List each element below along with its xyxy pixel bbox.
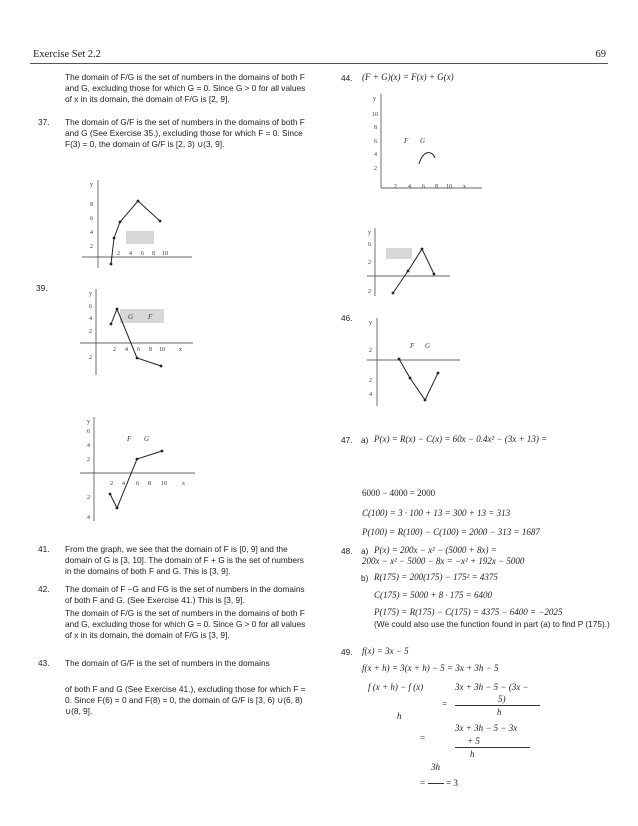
exercise-44-number: 44. <box>341 73 353 83</box>
tick-x-4: 4 <box>129 251 132 257</box>
tick-y-6: 6 <box>90 216 93 222</box>
answer-41-text: From the graph, we see that the domain of F is [0, 9] and the domain of G is [3, 10]. The domain of F + G is the set of numbers in the domains of both F and G. This is [3, 9]. <box>65 544 304 577</box>
label-f: F <box>148 313 153 321</box>
equation-47-a: P(x) = R(x) − C(x) = 60x − 0.4x² − (3x + 13) = <box>374 434 548 444</box>
label-box <box>386 248 412 259</box>
exercise-43-number: 43. <box>38 658 50 668</box>
graph-45 <box>362 226 452 298</box>
difference-quotient-numerator: f (x + h) − f (x) <box>368 682 424 692</box>
label-g: G <box>128 313 134 321</box>
step2-fraction-bar <box>455 747 530 748</box>
equation-47-c: C(100) = 3 · 100 + 13 = 300 + 13 = 313 <box>362 508 511 518</box>
tick-x-4: 4 <box>408 184 411 190</box>
tick-y-4: 4 <box>87 443 90 449</box>
tick-y-6: 6 <box>368 242 371 248</box>
exercise-39-number: 39. <box>36 283 48 293</box>
tick-y-2: 2 <box>369 348 372 354</box>
label-g: G <box>420 137 426 145</box>
tick-y-6: 6 <box>87 429 90 435</box>
tick-x-4: 4 <box>122 481 125 487</box>
equation-49-b: f(x + h) = 3(x + h) − 5 = 3x + 3h − 5 <box>362 663 499 673</box>
tick-x-6: 6 <box>137 347 140 353</box>
tick-x-6: 6 <box>141 251 144 257</box>
tick-y-neg2: 2 <box>87 495 90 501</box>
equation-48-e: P(175) = R(175) − C(175) = 4375 − 6400 = −2025 <box>374 607 563 617</box>
exercise-47-number: 47. <box>341 435 353 445</box>
exercise-48-part-b: b) <box>361 573 369 583</box>
exercise-46-number: 46. <box>341 313 353 323</box>
equals-sign-2: = <box>420 733 426 743</box>
tick-y-2: 2 <box>90 244 93 250</box>
note-48: (We could also use the function found in part (a) to find P (175).) <box>374 619 610 629</box>
tick-y-8: 8 <box>90 202 93 208</box>
running-header: Exercise Set 2.2 <box>33 49 101 60</box>
tick-x-4: 4 <box>125 347 128 353</box>
label-g: G <box>425 342 431 350</box>
graph-39 <box>75 287 205 377</box>
label-g: G <box>144 435 150 443</box>
tick-y-neg4: 4 <box>369 392 372 398</box>
answer-43-text-b: of both F and G (See Exercise 41.), excluding those for which F = 0. Since F(6) = 0 and F(8) = 0, the domain of G/F is [3, 6) ∪(6, 8) ∪(8, 9]. <box>65 684 306 717</box>
label-box <box>120 309 164 323</box>
axis-y-label: y <box>368 230 371 236</box>
label-f: F <box>404 137 409 145</box>
tick-x-6: 6 <box>422 184 425 190</box>
step1-fraction-bar <box>455 705 540 706</box>
equals-sign-3: = <box>420 778 426 788</box>
step1-numerator-b: 5) <box>498 694 506 704</box>
exercise-48-part-a: a) <box>361 546 369 556</box>
graph-46 <box>362 316 462 408</box>
tick-x-8: 8 <box>435 184 438 190</box>
header-rule <box>30 63 608 64</box>
tick-y-6: 6 <box>374 139 377 145</box>
tick-y-2: 2 <box>374 166 377 172</box>
tick-x-2: 2 <box>117 251 120 257</box>
tick-x-10: 10 <box>161 481 167 487</box>
tick-x-2: 2 <box>394 184 397 190</box>
tick-y-8: 8 <box>374 125 377 131</box>
tick-y-4: 4 <box>89 316 92 322</box>
answer-36-text: The domain of F/G is the set of numbers in the domains of both F and G, excluding those for which G = 0. Since G > 0 for all values of x in its domain, the domain of F/G is [2, 9]. <box>65 72 306 105</box>
equation-44: (F + G)(x) = F(x) + G(x) <box>362 72 454 82</box>
step3-numerator: 3h <box>431 762 440 772</box>
tick-y-6: 6 <box>89 304 92 310</box>
graph-38 <box>72 176 202 272</box>
tick-x-2: 2 <box>113 347 116 353</box>
tick-y-neg2: 2 <box>368 289 371 295</box>
tick-x-8: 8 <box>148 481 151 487</box>
tick-x-10: 10 <box>162 251 168 257</box>
equation-49-a: f(x) = 3x − 5 <box>362 646 409 656</box>
equation-48-a: P(x) = 200x − x² − (5000 + 8x) = <box>374 545 497 555</box>
graph-40 <box>75 415 205 525</box>
answer-37-text: The domain of G/F is the set of numbers in the domains of both F and G (See Exercise 35.), excluding those for which F = 0. Since F(3) = 0, the domain of G/F is [2, 3) ∪(3, 9]. <box>65 117 305 150</box>
equation-47-d: P(100) = R(100) − C(100) = 2000 − 313 = 1687 <box>362 527 540 537</box>
answer-43-text-a: The domain of G/F is the set of numbers in the domains <box>65 658 270 668</box>
tick-x-8: 8 <box>152 251 155 257</box>
answer-42-text-b: The domain of F/G is the set of numbers in the domains of both F and G, excluding those for which G = 0. Since G > 0 for all values of x in its domain, the domain of F/G is [3, 9]. <box>65 608 306 641</box>
tick-x-6: 6 <box>136 481 139 487</box>
equation-47-b: 6000 − 4000 = 2000 <box>362 488 436 498</box>
tick-y-4: 4 <box>374 152 377 158</box>
tick-y-neg2: 2 <box>369 378 372 384</box>
tick-y-neg2: 2 <box>89 355 92 361</box>
axis-x-label: x <box>182 481 185 487</box>
tick-y-2: 2 <box>87 457 90 463</box>
axis-x-label: x <box>463 184 466 190</box>
step3-fraction-bar <box>428 783 444 784</box>
tick-y-2: 2 <box>368 260 371 266</box>
step2-numerator-b: + 5 <box>467 736 480 746</box>
label-f: F <box>410 342 415 350</box>
tick-y-4: 4 <box>90 230 93 236</box>
step2-numerator-a: 3x + 3h − 5 − 3x <box>455 723 518 733</box>
tick-y-2: 2 <box>89 329 92 335</box>
axis-y-label: y <box>369 320 372 326</box>
axis-y-label: y <box>89 291 92 297</box>
exercise-49-number: 49. <box>341 647 353 657</box>
step3-result: = 3 <box>446 778 458 788</box>
exercise-47-part-a: a) <box>361 435 369 445</box>
axis-y-label: y <box>87 419 90 425</box>
axis-x-label: x <box>179 347 182 353</box>
label-box <box>126 231 154 244</box>
tick-x-10: 10 <box>159 347 165 353</box>
tick-y-neg4: 4 <box>87 515 90 521</box>
label-f: F <box>127 435 132 443</box>
graph-44 <box>360 92 490 198</box>
step2-denominator: h <box>470 749 475 759</box>
exercise-41-number: 41. <box>38 544 50 554</box>
answer-42-text-a: The domain of F −G and FG is the set of numbers in the domains of both F and G. (See Exercise 41.) This is [3, 9]. <box>65 584 305 606</box>
equation-48-c: R(175) = 200(175) − 175² = 4375 <box>374 572 498 582</box>
tick-y-10: 10 <box>372 112 378 118</box>
exercise-48-number: 48. <box>341 546 353 556</box>
exercise-42-number: 42. <box>38 584 50 594</box>
step1-denominator: h <box>497 707 502 717</box>
equals-sign-1: = <box>442 699 448 709</box>
equation-48-d: C(175) = 5000 + 8 · 175 = 6400 <box>374 590 492 600</box>
exercise-37-number: 37. <box>38 117 50 127</box>
axis-y-label: y <box>373 96 376 102</box>
step1-numerator-a: 3x + 3h − 5 − (3x − <box>455 682 529 692</box>
tick-x-2: 2 <box>110 481 113 487</box>
difference-quotient-denominator: h <box>397 711 402 721</box>
tick-x-8: 8 <box>149 347 152 353</box>
equation-48-b: 200x − x² − 5000 − 8x = −x² + 192x − 5000 <box>362 556 525 566</box>
page-number: 69 <box>595 49 606 60</box>
axis-y-label: y <box>90 182 93 188</box>
tick-x-10: 10 <box>446 184 452 190</box>
